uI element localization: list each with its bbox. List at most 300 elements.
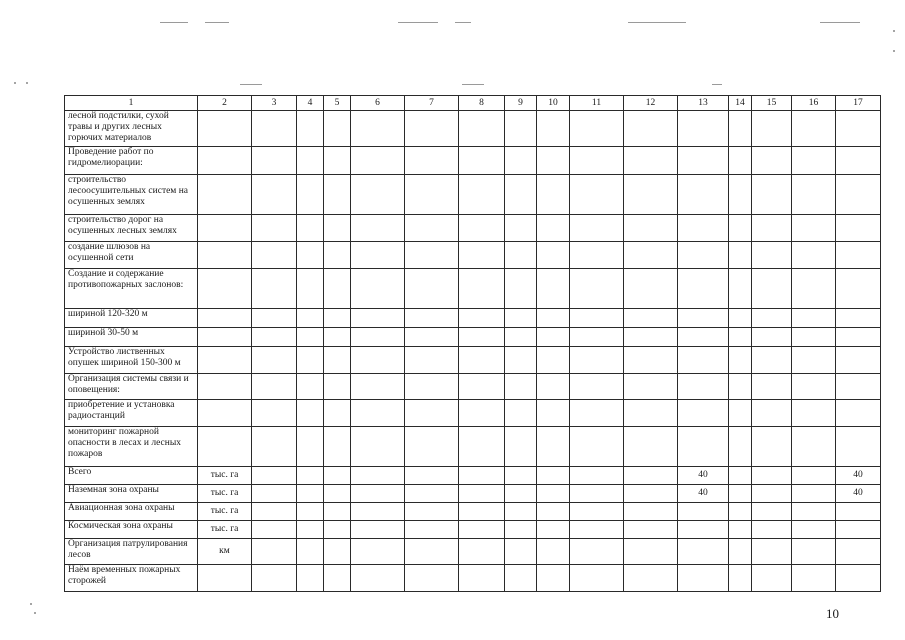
empty-cell: [351, 539, 405, 565]
empty-cell: [570, 175, 624, 215]
empty-cell: [752, 175, 792, 215]
column-header: 4: [297, 96, 324, 111]
empty-cell: [252, 215, 297, 242]
empty-cell: [505, 328, 537, 347]
row-label: Организация патрулирования лесов: [65, 539, 198, 565]
empty-cell: [624, 565, 678, 592]
empty-cell: [459, 400, 505, 427]
scan-artifact: [455, 22, 471, 23]
empty-cell: [459, 485, 505, 503]
column-header: 16: [792, 96, 836, 111]
unit-cell: [198, 374, 252, 400]
column-header: 5: [324, 96, 351, 111]
empty-cell: [752, 374, 792, 400]
empty-cell: [537, 521, 570, 539]
empty-cell: [792, 147, 836, 175]
table-row: [65, 565, 881, 592]
empty-cell: [405, 521, 459, 539]
unit-cell: тыс. га: [198, 503, 252, 521]
empty-cell: [505, 242, 537, 269]
row-label: строительство лесоосушительных систем на осушенных землях: [65, 175, 198, 215]
empty-cell: [537, 242, 570, 269]
scan-artifact: [462, 84, 484, 85]
empty-cell: [624, 175, 678, 215]
unit-cell: [198, 175, 252, 215]
row-label: Наём временных пожарных сторожей: [65, 565, 198, 592]
empty-cell: [505, 565, 537, 592]
empty-cell: [351, 269, 405, 309]
empty-cell: [729, 328, 752, 347]
empty-cell: [459, 309, 505, 328]
column-header: 1: [65, 96, 198, 111]
empty-cell: [297, 242, 324, 269]
value-cell-col13: [678, 215, 729, 242]
empty-cell: [351, 521, 405, 539]
empty-cell: [752, 147, 792, 175]
empty-cell: [752, 503, 792, 521]
scan-artifact: [34, 612, 36, 614]
empty-cell: [405, 215, 459, 242]
empty-cell: [729, 111, 752, 147]
unit-cell: [198, 309, 252, 328]
empty-cell: [505, 521, 537, 539]
value-cell-col13: [678, 427, 729, 467]
empty-cell: [505, 215, 537, 242]
table-row: [65, 503, 881, 521]
table-row: [65, 215, 881, 242]
empty-cell: [505, 374, 537, 400]
table-row: [65, 111, 881, 147]
empty-cell: [792, 374, 836, 400]
empty-cell: [570, 427, 624, 467]
empty-cell: [752, 400, 792, 427]
value-cell-col17: [836, 400, 881, 427]
value-cell-col13: [678, 503, 729, 521]
empty-cell: [252, 427, 297, 467]
table-row: [65, 374, 881, 400]
empty-cell: [252, 400, 297, 427]
value-cell-col17: [836, 427, 881, 467]
empty-cell: [537, 111, 570, 147]
empty-cell: [459, 374, 505, 400]
empty-cell: [351, 467, 405, 485]
empty-cell: [252, 347, 297, 374]
empty-cell: [459, 565, 505, 592]
empty-cell: [729, 400, 752, 427]
table-row: [65, 309, 881, 328]
empty-cell: [324, 242, 351, 269]
value-cell-col13: [678, 111, 729, 147]
empty-cell: [570, 467, 624, 485]
row-label: Проведение работ по гидромелиорации:: [65, 147, 198, 175]
empty-cell: [624, 269, 678, 309]
value-cell-col17: [836, 269, 881, 309]
empty-cell: [405, 309, 459, 328]
unit-cell: [198, 328, 252, 347]
empty-cell: [792, 400, 836, 427]
empty-cell: [537, 215, 570, 242]
empty-cell: [752, 328, 792, 347]
value-cell-col17: [836, 503, 881, 521]
empty-cell: [729, 215, 752, 242]
empty-cell: [624, 147, 678, 175]
empty-cell: [459, 111, 505, 147]
empty-cell: [405, 400, 459, 427]
scan-artifact: [30, 603, 32, 605]
column-header: 6: [351, 96, 405, 111]
row-label: приобретение и установка радиостанций: [65, 400, 198, 427]
empty-cell: [537, 467, 570, 485]
value-cell-col13: [678, 328, 729, 347]
row-label: шириной 30-50 м: [65, 328, 198, 347]
scan-artifact: [893, 30, 895, 32]
empty-cell: [570, 215, 624, 242]
empty-cell: [729, 565, 752, 592]
empty-cell: [624, 347, 678, 374]
empty-cell: [405, 539, 459, 565]
empty-cell: [324, 539, 351, 565]
unit-cell: [198, 565, 252, 592]
empty-cell: [252, 539, 297, 565]
column-header: 9: [505, 96, 537, 111]
empty-cell: [405, 565, 459, 592]
empty-cell: [792, 565, 836, 592]
empty-cell: [537, 485, 570, 503]
row-label: Организация системы связи и оповещения:: [65, 374, 198, 400]
empty-cell: [505, 147, 537, 175]
scan-artifact: [240, 84, 262, 85]
empty-cell: [459, 328, 505, 347]
row-label: строительство дорог на осушенных лесных землях: [65, 215, 198, 242]
empty-cell: [505, 539, 537, 565]
empty-cell: [459, 467, 505, 485]
value-cell-col13: [678, 147, 729, 175]
table-row: [65, 147, 881, 175]
empty-cell: [297, 147, 324, 175]
empty-cell: [297, 269, 324, 309]
value-cell-col13: [678, 521, 729, 539]
empty-cell: [459, 215, 505, 242]
empty-cell: [792, 328, 836, 347]
empty-cell: [505, 503, 537, 521]
empty-cell: [752, 269, 792, 309]
empty-cell: [752, 111, 792, 147]
empty-cell: [752, 427, 792, 467]
empty-cell: [297, 427, 324, 467]
unit-cell: [198, 111, 252, 147]
value-cell-col17: [836, 215, 881, 242]
unit-cell: [198, 147, 252, 175]
row-label: лесной подстилки, сухой травы и других лесных горючих материалов: [65, 111, 198, 147]
empty-cell: [459, 427, 505, 467]
empty-cell: [537, 175, 570, 215]
empty-cell: [752, 309, 792, 328]
row-label: Создание и содержание противопожарных заслонов:: [65, 269, 198, 309]
scan-artifact: [398, 22, 438, 23]
empty-cell: [297, 400, 324, 427]
empty-cell: [351, 175, 405, 215]
scan-artifact: [14, 82, 16, 84]
value-cell-col13: [678, 175, 729, 215]
empty-cell: [729, 347, 752, 374]
empty-cell: [570, 269, 624, 309]
header-row: [65, 96, 881, 111]
empty-cell: [252, 521, 297, 539]
empty-cell: [405, 503, 459, 521]
empty-cell: [405, 427, 459, 467]
empty-cell: [405, 374, 459, 400]
empty-cell: [324, 565, 351, 592]
column-header: 17: [836, 96, 881, 111]
value-cell-col13: [678, 400, 729, 427]
empty-cell: [729, 175, 752, 215]
fire-protection-table: [64, 95, 881, 592]
unit-cell: тыс. га: [198, 467, 252, 485]
empty-cell: [324, 215, 351, 242]
unit-cell: [198, 242, 252, 269]
empty-cell: [624, 328, 678, 347]
column-header: 3: [252, 96, 297, 111]
empty-cell: [792, 242, 836, 269]
empty-cell: [351, 347, 405, 374]
empty-cell: [752, 521, 792, 539]
column-header: 7: [405, 96, 459, 111]
unit-cell: [198, 427, 252, 467]
empty-cell: [252, 269, 297, 309]
table-row: [65, 485, 881, 503]
empty-cell: [505, 111, 537, 147]
empty-cell: [624, 521, 678, 539]
empty-cell: [752, 467, 792, 485]
value-cell-col17: 40: [836, 467, 881, 485]
unit-cell: [198, 400, 252, 427]
empty-cell: [792, 539, 836, 565]
unit-cell: [198, 347, 252, 374]
empty-cell: [252, 175, 297, 215]
column-header: 11: [570, 96, 624, 111]
scan-artifact: [893, 50, 895, 52]
value-cell-col13: [678, 269, 729, 309]
empty-cell: [729, 147, 752, 175]
empty-cell: [351, 427, 405, 467]
scan-artifact: [712, 84, 722, 85]
empty-cell: [570, 565, 624, 592]
empty-cell: [297, 215, 324, 242]
row-label: Всего: [65, 467, 198, 485]
empty-cell: [324, 503, 351, 521]
row-label: шириной 120-320 м: [65, 309, 198, 328]
empty-cell: [297, 521, 324, 539]
row-label: мониторинг пожарной опасности в лесах и лесных пожаров: [65, 427, 198, 467]
empty-cell: [570, 521, 624, 539]
empty-cell: [792, 467, 836, 485]
empty-cell: [537, 503, 570, 521]
empty-cell: [729, 503, 752, 521]
empty-cell: [729, 539, 752, 565]
empty-cell: [505, 427, 537, 467]
empty-cell: [297, 374, 324, 400]
value-cell-col13: [678, 374, 729, 400]
empty-cell: [570, 111, 624, 147]
empty-cell: [505, 485, 537, 503]
empty-cell: [297, 485, 324, 503]
empty-cell: [729, 242, 752, 269]
value-cell-col17: [836, 147, 881, 175]
empty-cell: [324, 521, 351, 539]
empty-cell: [752, 565, 792, 592]
unit-cell: тыс. га: [198, 521, 252, 539]
empty-cell: [252, 467, 297, 485]
empty-cell: [537, 565, 570, 592]
empty-cell: [537, 328, 570, 347]
value-cell-col13: [678, 347, 729, 374]
empty-cell: [624, 374, 678, 400]
empty-cell: [351, 485, 405, 503]
empty-cell: [351, 309, 405, 328]
empty-cell: [351, 565, 405, 592]
empty-cell: [351, 374, 405, 400]
empty-cell: [351, 215, 405, 242]
scan-artifact: [26, 82, 28, 84]
empty-cell: [792, 427, 836, 467]
empty-cell: [505, 467, 537, 485]
row-label: Космическая зона охраны: [65, 521, 198, 539]
page-number: 10: [826, 606, 839, 621]
value-cell-col13: [678, 242, 729, 269]
empty-cell: [792, 521, 836, 539]
empty-cell: [624, 539, 678, 565]
empty-cell: [405, 147, 459, 175]
row-label: Авиационная зона охраны: [65, 503, 198, 521]
empty-cell: [297, 467, 324, 485]
empty-cell: [297, 309, 324, 328]
empty-cell: [252, 147, 297, 175]
empty-cell: [624, 467, 678, 485]
empty-cell: [324, 427, 351, 467]
empty-cell: [570, 328, 624, 347]
empty-cell: [405, 175, 459, 215]
empty-cell: [405, 242, 459, 269]
empty-cell: [537, 400, 570, 427]
empty-cell: [505, 309, 537, 328]
empty-cell: [752, 347, 792, 374]
empty-cell: [792, 269, 836, 309]
empty-cell: [505, 175, 537, 215]
empty-cell: [351, 328, 405, 347]
empty-cell: [351, 400, 405, 427]
table-row: [65, 175, 881, 215]
empty-cell: [297, 347, 324, 374]
table-row: [65, 242, 881, 269]
empty-cell: [252, 328, 297, 347]
empty-cell: [324, 347, 351, 374]
empty-cell: [324, 328, 351, 347]
row-label: Наземная зона охраны: [65, 485, 198, 503]
empty-cell: [351, 503, 405, 521]
empty-cell: [405, 485, 459, 503]
empty-cell: [729, 309, 752, 328]
empty-cell: [570, 485, 624, 503]
table-row: [65, 539, 881, 565]
empty-cell: [570, 539, 624, 565]
value-cell-col17: [836, 539, 881, 565]
empty-cell: [729, 269, 752, 309]
empty-cell: [624, 503, 678, 521]
empty-cell: [729, 374, 752, 400]
value-cell-col17: [836, 328, 881, 347]
empty-cell: [505, 269, 537, 309]
empty-cell: [537, 539, 570, 565]
empty-cell: [297, 111, 324, 147]
empty-cell: [405, 347, 459, 374]
empty-cell: [624, 427, 678, 467]
value-cell-col13: 40: [678, 485, 729, 503]
empty-cell: [252, 374, 297, 400]
empty-cell: [729, 467, 752, 485]
empty-cell: [792, 347, 836, 374]
empty-cell: [792, 503, 836, 521]
column-header: 8: [459, 96, 505, 111]
scan-artifact: [820, 22, 860, 23]
empty-cell: [729, 485, 752, 503]
value-cell-col17: [836, 309, 881, 328]
empty-cell: [792, 215, 836, 242]
empty-cell: [792, 485, 836, 503]
row-label: создание шлюзов на осушенной сети: [65, 242, 198, 269]
empty-cell: [570, 400, 624, 427]
empty-cell: [324, 400, 351, 427]
empty-cell: [624, 215, 678, 242]
empty-cell: [570, 503, 624, 521]
empty-cell: [752, 485, 792, 503]
empty-cell: [624, 400, 678, 427]
empty-cell: [405, 111, 459, 147]
empty-cell: [752, 539, 792, 565]
empty-cell: [459, 521, 505, 539]
empty-cell: [252, 565, 297, 592]
value-cell-col17: [836, 521, 881, 539]
empty-cell: [297, 503, 324, 521]
empty-cell: [405, 269, 459, 309]
empty-cell: [752, 242, 792, 269]
empty-cell: [624, 242, 678, 269]
unit-cell: км: [198, 539, 252, 565]
empty-cell: [537, 427, 570, 467]
empty-cell: [537, 147, 570, 175]
empty-cell: [537, 347, 570, 374]
empty-cell: [324, 175, 351, 215]
empty-cell: [252, 242, 297, 269]
empty-cell: [570, 347, 624, 374]
empty-cell: [459, 269, 505, 309]
empty-cell: [297, 175, 324, 215]
column-header: 12: [624, 96, 678, 111]
empty-cell: [792, 111, 836, 147]
empty-cell: [324, 374, 351, 400]
table-row: [65, 521, 881, 539]
column-header: 15: [752, 96, 792, 111]
empty-cell: [252, 309, 297, 328]
empty-cell: [252, 485, 297, 503]
empty-cell: [505, 347, 537, 374]
empty-cell: [729, 521, 752, 539]
empty-cell: [459, 147, 505, 175]
empty-cell: [537, 309, 570, 328]
table-body: [65, 111, 881, 592]
empty-cell: [324, 269, 351, 309]
unit-cell: [198, 215, 252, 242]
scan-artifact: [205, 22, 229, 23]
